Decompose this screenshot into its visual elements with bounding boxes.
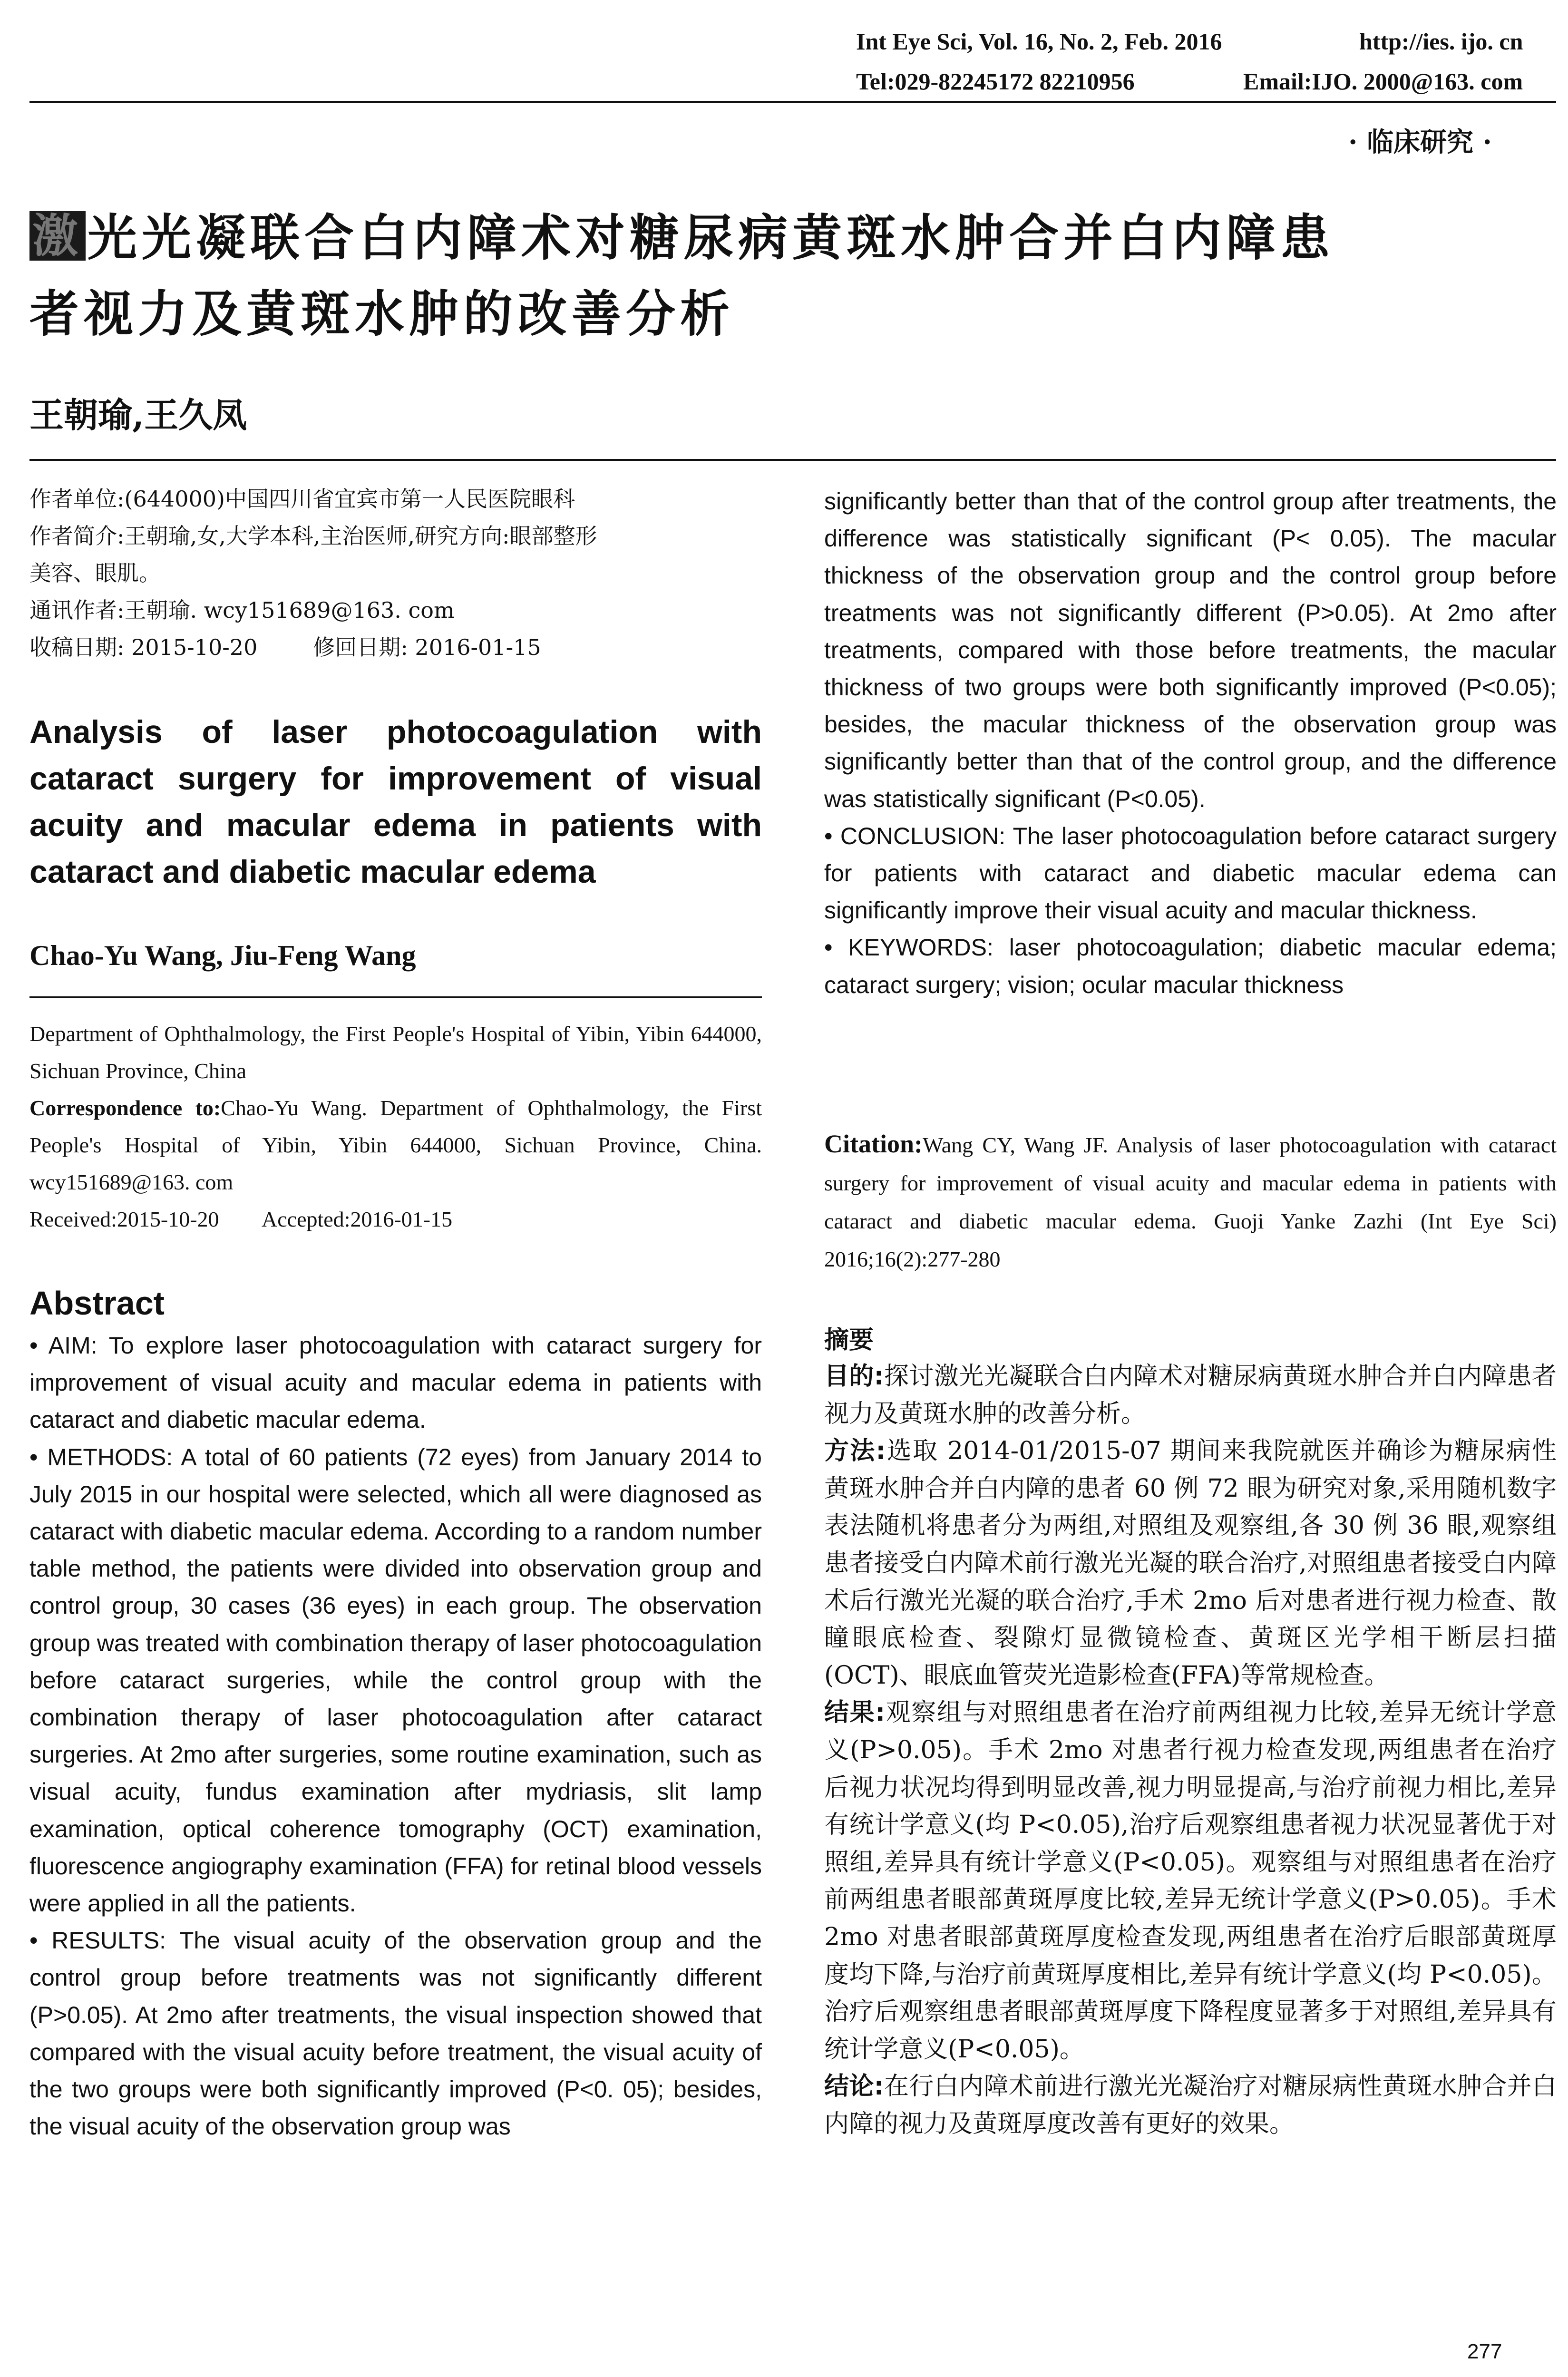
title-cn-line2: 者视力及黄斑水肿的改善分析 [29, 285, 735, 343]
info-affiliation: 作者单位:(644000)中国四川省宜宾市第一人民医院眼科 [29, 486, 575, 512]
journal-tel: Tel:029-82245172 82210956 [856, 68, 1135, 95]
citation-label: Citation: [824, 1130, 923, 1158]
header-rule [29, 101, 1556, 103]
abstract-aim: • AIM: To explore laser photocoagulation with cataract surgery for improvement of visual acuity and macular edema in patients with cataract and diabetic macular edema. [29, 1332, 762, 1433]
cn-abstract-results: 结果:观察组与对照组患者在治疗前两组视力比较,差异无统计学意义(P>0.05)。手术 2mo 对患者行视力检查发现,两组患者在治疗后视力状况均得到明显改善,视力明显提高,与治疗前视力相比,差异有统计学意义(均 P<0.05),治疗后观察组患者视力状况显著优于对照组,差异具有统计学意义(P<0.05)。观察组与对照组患者在治疗前两组患者眼部黄斑厚度比较,差异无统计学意义(P>0.05)。手术 2mo 对患者眼部黄斑厚度检查发现,两组患者在治疗后眼部黄斑厚度均下降,与治疗前黄斑厚度相比,差异有统计学意义(均 P<0.05)。治疗后观察组患者眼部黄斑厚度下降程度显著多于对照组,差异具有统计学意义(P<0.05)。 [824, 1698, 1557, 2064]
cn-abstract-body [824, 1358, 1557, 2143]
section-tag: · 临床研究 · [1348, 127, 1492, 158]
info-bio-cont: 美容、眼肌。 [29, 560, 161, 586]
abstract-right-column [824, 483, 1557, 1003]
cn-abstract-methods: 方法:选取 2014-01/2015-07 期间来我院就医并确诊为糖尿病性黄斑水肿合并白内障的患者 60 例 72 眼为研究对象,采用随机数字表法随机将患者分为两组,对照组及观察组,各 30 例 36 眼,观察组患者接受白内障术前行激光光凝的联合治疗,对照组患者接受白内障术后行激光光凝的联合治疗,手术 2mo 后对患者进行视力检查、散瞳眼底检查、裂隙灯显微镜检查、黄斑区光学相干断层扫描(OCT)、眼底血管荧光造影检查(FFA)等常规检查。 [824, 1437, 1557, 1690]
affiliation-rule [29, 996, 762, 998]
abstract-results: • RESULTS: The visual acuity of the observation group and the control group before treatments was not significantly different (P>0.05). At 2mo after treatments, the visual inspection showed that compared with the visual acuity before treatment, the visual acuity of the two groups were both significantly improved (P<0. 05); besides, the visual acuity of the observation group was [29, 1927, 762, 2140]
authors-cn: 王朝瑜,王久凤 [29, 395, 247, 435]
page-number: 277 [1467, 2340, 1502, 2363]
cn-abstract-purpose: 目的:探讨激光光凝联合白内障术对糖尿病黄斑水肿合并白内障患者视力及黄斑水肿的改善分析。 [824, 1362, 1557, 1428]
affiliation-dept: Department of Ophthalmology, the First People's Hospital of Yibin, Yibin 644000, Sichuan Province, China [29, 1022, 762, 1083]
title-cn-line1: 光光凝联合白内障术对糖尿病黄斑水肿合并白内障患 [88, 209, 1335, 267]
abstract-left-column [29, 1327, 762, 2145]
info-bio: 作者简介:王朝瑜,女,大学本科,主治医师,研究方向:眼部整形 [29, 523, 597, 549]
cn-abstract-heading: 摘要 [824, 1326, 874, 1354]
affiliation-correspondence: Correspondence to:Chao-Yu Wang. Department of Ophthalmology, the First People's Hospital of Yibin, Yibin 644000, Sichuan Province, China. wcy151689@163. com [29, 1096, 762, 1194]
info-corresponding: 通讯作者:王朝瑜. wcy151689@163. com [29, 597, 455, 623]
citation [824, 1125, 1557, 1278]
authors-en: Chao-Yu Wang, Jiu-Feng Wang [29, 940, 416, 971]
journal-volume-line: Int Eye Sci, Vol. 16, No. 2, Feb. 2016 [856, 28, 1222, 55]
journal-email[interactable]: Email:IJO. 2000@163. com [1243, 68, 1523, 95]
title-cn [29, 200, 1561, 352]
abstract-heading: Abstract [29, 1285, 165, 1322]
abstract-conclusion: • CONCLUSION: The laser photocoagulation before cataract surgery for patients with cataract and diabetic macular edema can significantly improve their visual acuity and macular thickness. [824, 822, 1557, 924]
title-en: Analysis of laser photocoagulation with cataract surgery for improvement of visual acuity and macular edema in patients with cataract and diabetic macular edema [29, 714, 762, 890]
abstract-keywords: • KEYWORDS: laser photocoagulation; diabetic macular edema; cataract surgery; vision; ocular macular thickness [824, 934, 1557, 998]
title-first-char-badge: 激 [29, 211, 86, 261]
journal-url[interactable]: http://ies. ijo. cn [1359, 28, 1523, 55]
author-info-cn [29, 480, 762, 666]
affiliation-dates: Received:2015-10-20 Accepted:2016-01-15 [29, 1207, 453, 1231]
citation-text: Wang CY, Wang JF. Analysis of laser photocoagulation with cataract surgery for improvement of visual acuity and macular edema in patients with cataract and diabetic macular edema. Guoji Yanke Zazhi (Int Eye Sci) 2016;16(2):277-280 [824, 1133, 1557, 1271]
cn-abstract-conclusion: 结论:在行白内障术前进行激光光凝治疗对糖尿病性黄斑水肿合并白内障的视力及黄斑厚度改善有更好的效果。 [824, 2072, 1557, 2138]
affiliation-en [29, 1015, 762, 1238]
info-dates: 收稿日期: 2015-10-20 修回日期: 2016-01-15 [29, 634, 541, 660]
abstract-results-cont: significantly better than that of the control group after treatments, the difference was statistically significant (P< 0.05). The macular thickness of the observation group and the control group before treatments was not significantly different (P>0.05). At 2mo after treatments, compared with those before treatments, the macular thickness of two groups were both significantly improved (P<0.05); besides, the macular thickness of the observation group was significantly better than that of the control group, and the difference was statistically significant (P<0.05). [824, 488, 1557, 812]
authors-rule [29, 459, 1556, 461]
abstract-methods: • METHODS: A total of 60 patients (72 eyes) from January 2014 to July 2015 in our hospital were selected, which all were diagnosed as cataract with diabetic macular edema. According to a random number table method, the patients were divided into observation group and control group, 30 cases (36 eyes) in each group. The observation group was treated with combination therapy of laser photocoagulation before cataract surgeries, while the control group with the combination therapy of laser photocoagulation after cataract surgeries. At 2mo after surgeries, some routine examination, such as visual acuity, fundus examination after mydriasis, slit lamp examination, optical coherence tomography (OCT) examination, fluorescence angiography examination (FFA) for retinal blood vessels were applied in all the patients. [29, 1443, 762, 1917]
